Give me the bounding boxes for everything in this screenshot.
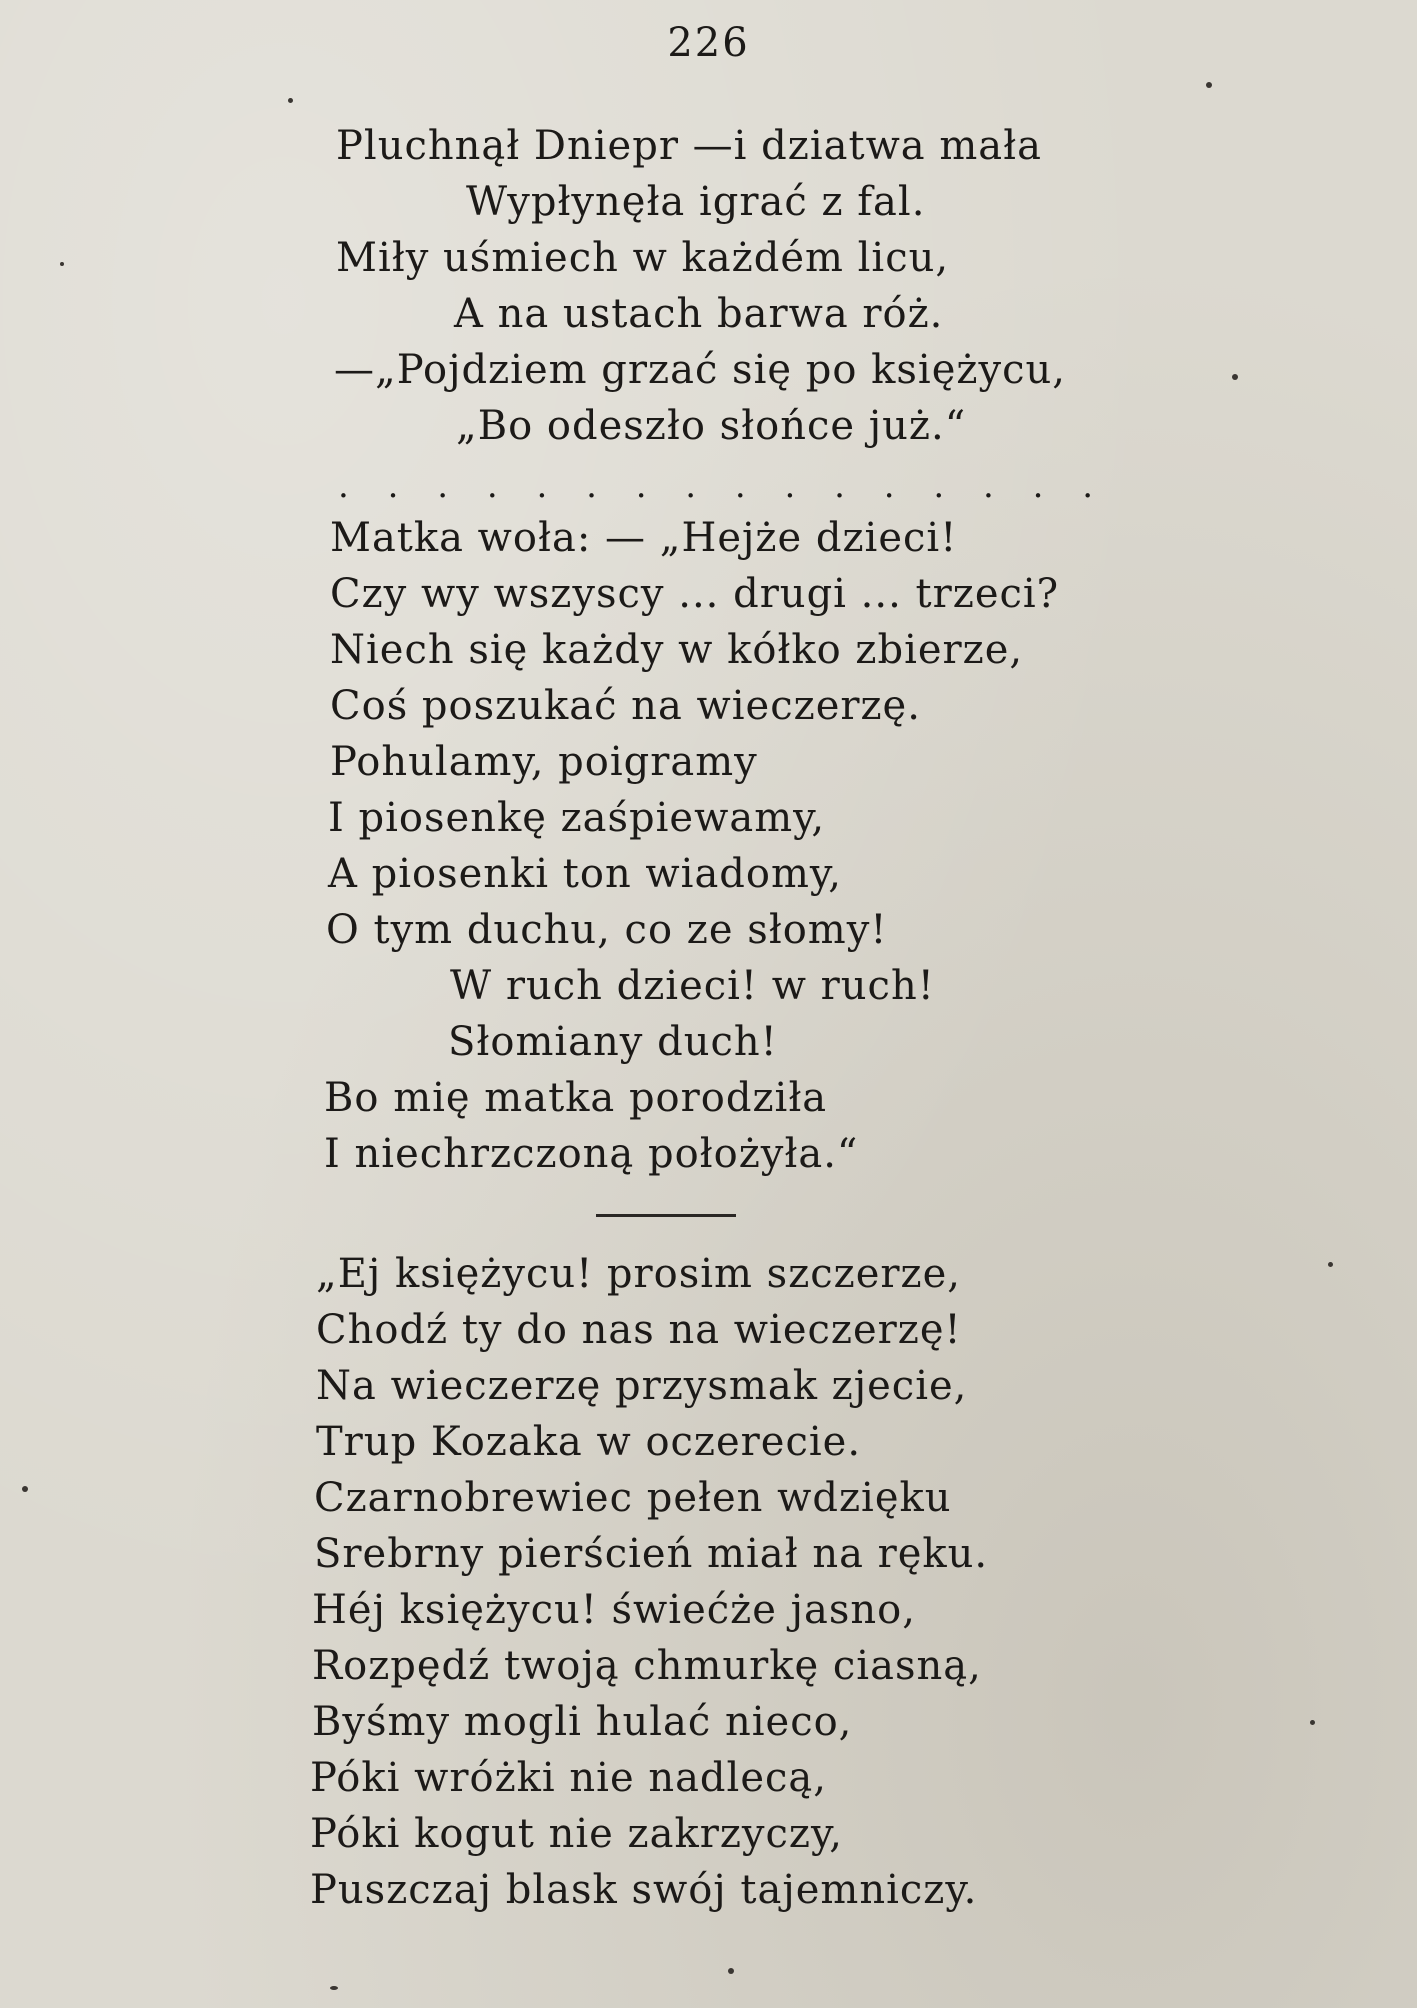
poem-line: Słomiany duch! — [448, 1019, 778, 1065]
poem-line: Matka woła: — „Hejże dzieci! — [330, 515, 958, 561]
paper-speck — [22, 1486, 28, 1492]
poem-line: Trup Kozaka w oczerecie. — [316, 1419, 862, 1465]
ellipsis-divider: . . . . . . . . . . . . . . . . — [338, 466, 1108, 506]
poem-line: Rozpędź twoją chmurkę ciasną, — [312, 1643, 982, 1689]
poem-line: Coś poszukać na wieczerzę. — [330, 683, 921, 729]
poem-line: Byśmy mogli hulać nieco, — [312, 1699, 853, 1745]
poem-line: O tym duchu, co ze słomy! — [326, 907, 888, 953]
poem-line: „Ej księżycu! prosim szczerze, — [316, 1251, 961, 1297]
poem-line: W ruch dzieci! w ruch! — [450, 963, 935, 1009]
paper-speck — [60, 262, 64, 266]
poem-line: Czy wy wszyscy ... drugi ... trzeci? — [330, 571, 1060, 617]
paper-speck — [1328, 1262, 1333, 1267]
poem-line: Póki wróżki nie nadlecą, — [310, 1755, 827, 1801]
poem-line: Pluchnął Dniepr —i dziatwa mała — [336, 123, 1042, 169]
poem-line: Wypłynęła igrać z fal. — [466, 179, 926, 225]
poem-line: „Bo odeszło słońce już.“ — [456, 403, 967, 449]
poem-line: —„Pojdziem grzać się po księżycu, — [334, 347, 1066, 393]
section-rule — [596, 1214, 736, 1217]
poem-line: Czarnobrewiec pełen wdzięku — [314, 1475, 952, 1521]
poem-line: I piosenkę zaśpiewamy, — [328, 795, 826, 841]
paper-speck — [728, 1968, 734, 1974]
poem-line: A piosenki ton wiadomy, — [328, 851, 842, 897]
poem-line: Srebrny pierścień miał na ręku. — [314, 1531, 989, 1577]
paper-speck — [1206, 82, 1212, 88]
poem-line: Póki kogut nie zakrzyczy, — [310, 1811, 843, 1857]
poem-line: I niechrzczoną położyła.“ — [324, 1131, 859, 1177]
poem-line: Chodź ty do nas na wieczerzę! — [316, 1307, 962, 1353]
poem-line: Na wieczerzę przysmak zjecie, — [316, 1363, 968, 1409]
page-number: 226 — [667, 20, 750, 66]
poem-line: Puszczaj blask swój tajemniczy. — [310, 1867, 978, 1913]
poem-line: Miły uśmiech w każdém licu, — [336, 235, 950, 281]
poem-line: Pohulamy, poigramy — [330, 739, 758, 785]
poem-line: Héj księżycu! świećże jasno, — [312, 1587, 916, 1633]
poem-line: Niech się każdy w kółko zbierze, — [330, 627, 1024, 673]
paper-speck — [1310, 1720, 1315, 1725]
paper-speck — [288, 98, 293, 103]
paper-speck — [330, 1986, 338, 1990]
paper-speck — [1232, 374, 1238, 380]
poem-line: A na ustach barwa róż. — [454, 291, 944, 337]
poem-line: Bo mię matka porodziła — [324, 1075, 828, 1121]
